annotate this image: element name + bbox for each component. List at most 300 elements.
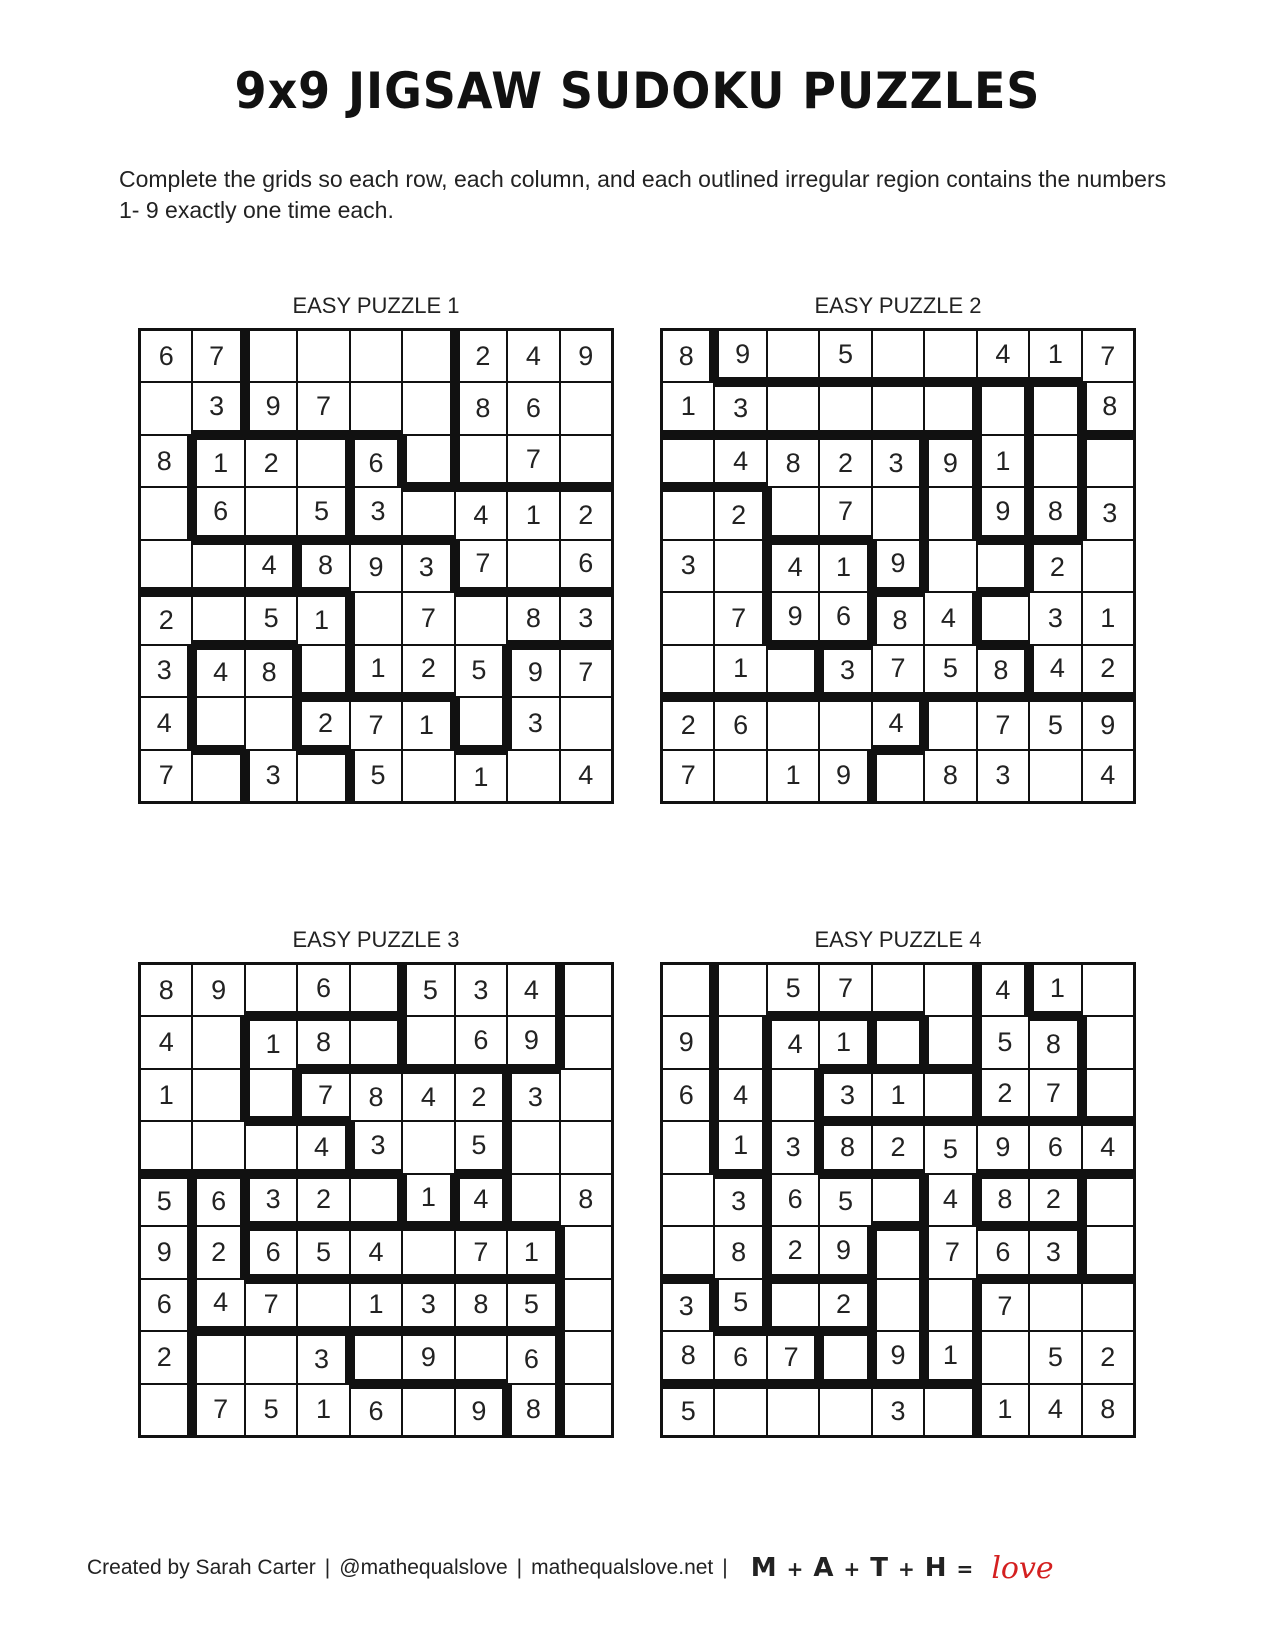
sudoku-cell: 7 [977,697,1029,749]
sudoku-cell[interactable] [350,1016,402,1068]
sudoku-cell[interactable] [560,1121,612,1173]
sudoku-cell: 4 [192,645,244,697]
handle-text: @mathequalslove [339,1556,508,1579]
sudoku-cell: 6 [560,540,612,592]
sudoku-cell: 8 [1029,1016,1081,1068]
sudoku-cell[interactable] [350,330,402,382]
sudoku-cell: 5 [819,330,871,382]
sudoku-cell[interactable] [924,697,976,749]
page-title: 9x9 JIGSAW SUDOKU PUZZLES [234,62,1041,120]
sudoku-cell[interactable] [872,750,924,802]
sudoku-cell: 1 [977,435,1029,487]
sudoku-cell: 8 [767,435,819,487]
sudoku-cell[interactable] [767,382,819,434]
sudoku-cell[interactable] [872,330,924,382]
sudoku-cell: 5 [297,487,349,539]
sudoku-cell: 3 [819,645,871,697]
sudoku-cell: 3 [662,1279,714,1331]
sudoku-cell[interactable] [1029,382,1081,434]
sudoku-cell[interactable] [245,487,297,539]
sudoku-cell[interactable] [245,697,297,749]
sudoku-cell[interactable] [140,382,192,434]
sudoku-cell: 8 [1082,1384,1134,1436]
sudoku-cell[interactable] [1082,1174,1134,1226]
sudoku-cell: 7 [767,1331,819,1383]
sudoku-cell: 7 [297,382,349,434]
sudoku-cell: 9 [767,592,819,644]
sudoku-cell[interactable] [507,1121,559,1173]
sudoku-cell: 2 [1029,540,1081,592]
sudoku-cell: 9 [872,1331,924,1383]
sudoku-cell[interactable] [872,382,924,434]
instructions-text: Complete the grids so each row, each column, and each outlined irregular region contains the numbers 1- 9 exactly one time each. [119,166,1167,223]
sudoku-cell: 7 [662,750,714,802]
sudoku-cell: 8 [140,964,192,1016]
sudoku-cell[interactable] [714,750,766,802]
sudoku-cell[interactable] [662,1174,714,1226]
sudoku-cell[interactable] [245,1331,297,1383]
sudoku-cell: 7 [455,540,507,592]
sudoku-cell: 1 [819,1016,871,1068]
credit-text: Created by Sarah Carter [87,1556,316,1579]
sudoku-cell: 7 [1029,1069,1081,1121]
sudoku-cell: 3 [872,1384,924,1436]
sudoku-cell: 7 [560,645,612,697]
sudoku-cell[interactable] [662,592,714,644]
sudoku-cell: 4 [1082,1121,1134,1173]
sudoku-cell: 4 [924,1174,976,1226]
sudoku-cell: 5 [455,1121,507,1173]
sudoku-cell[interactable] [402,330,454,382]
sudoku-cell: 9 [350,540,402,592]
sudoku-cell: 7 [192,330,244,382]
sudoku-cell: 9 [714,330,766,382]
sudoku-cell[interactable] [924,487,976,539]
sudoku-cell: 9 [872,540,924,592]
puzzle-label: EASY PUZZLE 4 [814,927,982,952]
separator: | [516,1556,523,1579]
sudoku-cell: 2 [297,1174,349,1226]
sudoku-cell[interactable] [767,330,819,382]
sudoku-cell: 1 [977,1384,1029,1436]
sudoku-cell: 3 [140,645,192,697]
sudoku-grid [660,962,1136,1438]
puzzle-label: EASY PUZZLE 2 [814,293,982,318]
sudoku-cell[interactable] [714,540,766,592]
sudoku-cell[interactable] [1082,1226,1134,1278]
sudoku-cell: 1 [402,697,454,749]
separator: | [722,1556,728,1579]
sudoku-cell: 3 [560,592,612,644]
sudoku-cell: 5 [297,1226,349,1278]
sudoku-cell: 6 [819,592,871,644]
sudoku-cell: 9 [819,750,871,802]
sudoku-cell: 4 [977,964,1029,1016]
sudoku-cell: 4 [767,1016,819,1068]
sudoku-cell: 8 [507,1384,559,1436]
sudoku-cell: 5 [662,1384,714,1436]
sudoku-cell: 4 [714,435,766,487]
sudoku-cell: 3 [714,1174,766,1226]
sudoku-cell[interactable] [350,592,402,644]
sudoku-cell[interactable] [662,964,714,1016]
sudoku-cell: 1 [662,382,714,434]
sudoku-cell[interactable] [350,382,402,434]
sudoku-cell[interactable] [192,1331,244,1383]
sudoku-cell[interactable] [192,1069,244,1121]
sudoku-cell: 8 [662,330,714,382]
sudoku-cell: 1 [245,1016,297,1068]
sudoku-cell: 8 [455,1279,507,1331]
sudoku-cell[interactable] [767,487,819,539]
sudoku-cell[interactable] [767,697,819,749]
sudoku-cell: 7 [507,435,559,487]
sudoku-cell: 3 [1082,487,1134,539]
sudoku-cell[interactable] [924,540,976,592]
sudoku-cell: 6 [507,1331,559,1383]
sudoku-cell[interactable] [977,592,1029,644]
sudoku-cell: 3 [192,382,244,434]
sudoku-cell[interactable] [402,1384,454,1436]
sudoku-cell[interactable] [924,1016,976,1068]
site-link[interactable]: mathequalslove.net [531,1556,714,1579]
sudoku-cell: 6 [192,487,244,539]
sudoku-cell: 8 [245,645,297,697]
sudoku-cell[interactable] [1082,964,1134,1016]
sudoku-cell: 3 [297,1331,349,1383]
sudoku-cell: 3 [1029,1226,1081,1278]
sudoku-cell: 3 [662,540,714,592]
sudoku-cell: 5 [977,1016,1029,1068]
sudoku-cell[interactable] [662,1121,714,1173]
sudoku-cell: 6 [1029,1121,1081,1173]
sudoku-cell: 4 [297,1121,349,1173]
sudoku-cell: 9 [819,1226,871,1278]
sudoku-cell: 1 [872,1069,924,1121]
sudoku-cell: 6 [245,1226,297,1278]
sudoku-cell: 6 [455,1016,507,1068]
sudoku-cell[interactable] [924,1384,976,1436]
sudoku-cell[interactable] [560,1331,612,1383]
footer [87,1548,1054,1588]
sudoku-cell[interactable] [872,487,924,539]
sudoku-cell: 8 [560,1174,612,1226]
sudoku-cell: 7 [924,1226,976,1278]
sudoku-cell: 6 [350,435,402,487]
sudoku-cell[interactable] [924,964,976,1016]
sudoku-cell: 7 [455,1226,507,1278]
sudoku-cell: 4 [192,1279,244,1331]
sudoku-cell[interactable] [297,645,349,697]
sudoku-cell[interactable] [662,645,714,697]
sudoku-cell: 7 [402,592,454,644]
sudoku-cell[interactable] [507,1174,559,1226]
sudoku-cell: 4 [507,964,559,1016]
sudoku-cell[interactable] [560,697,612,749]
sudoku-cell[interactable] [1029,750,1081,802]
sudoku-cell[interactable] [819,1384,871,1436]
sudoku-cell[interactable] [507,750,559,802]
sudoku-cell[interactable] [192,697,244,749]
sudoku-cell: 4 [140,1016,192,1068]
sudoku-cell[interactable] [560,964,612,1016]
sudoku-cell[interactable] [192,1016,244,1068]
sudoku-cell[interactable] [872,964,924,1016]
sudoku-cell[interactable] [560,1016,612,1068]
sudoku-cell[interactable] [297,330,349,382]
sudoku-cell: 9 [402,1331,454,1383]
sudoku-cell[interactable] [560,382,612,434]
sudoku-cell: 8 [350,1069,402,1121]
sudoku-cell[interactable] [402,487,454,539]
sudoku-cell: 7 [140,750,192,802]
sudoku-cell[interactable] [924,1069,976,1121]
sudoku-cell[interactable] [507,540,559,592]
sudoku-cell: 6 [507,382,559,434]
sudoku-cell[interactable] [192,540,244,592]
sudoku-cell: 5 [1029,697,1081,749]
sudoku-cell: 8 [140,435,192,487]
sudoku-cell[interactable] [662,435,714,487]
sudoku-cell: 8 [1029,487,1081,539]
sudoku-cell: 4 [507,330,559,382]
sudoku-cell: 4 [350,1226,402,1278]
sudoku-cell[interactable] [662,487,714,539]
sudoku-cell[interactable] [872,1279,924,1331]
sudoku-cell: 3 [977,750,1029,802]
sudoku-cell: 4 [455,487,507,539]
sudoku-cell: 1 [819,540,871,592]
sudoku-cell[interactable] [872,1174,924,1226]
sudoku-cell: 4 [560,750,612,802]
sudoku-cell: 8 [297,1016,349,1068]
sudoku-cell: 2 [819,1279,871,1331]
sudoku-cell[interactable] [297,435,349,487]
sudoku-cell[interactable] [819,382,871,434]
sudoku-cell: 1 [402,1174,454,1226]
sudoku-cell[interactable] [767,1279,819,1331]
sudoku-cell: 2 [662,697,714,749]
sudoku-cell: 4 [1029,1384,1081,1436]
sudoku-cell[interactable] [192,750,244,802]
sudoku-cell[interactable] [924,330,976,382]
sudoku-cell[interactable] [1082,435,1134,487]
sudoku-cell[interactable] [560,1279,612,1331]
sudoku-cell: 5 [507,1279,559,1331]
sudoku-cell: 6 [297,964,349,1016]
sudoku-cell[interactable] [767,1069,819,1121]
sudoku-cell[interactable] [977,540,1029,592]
sudoku-cell: 9 [977,1121,1029,1173]
sudoku-cell: 7 [819,487,871,539]
sudoku-cell[interactable] [819,1331,871,1383]
sudoku-cell[interactable] [297,750,349,802]
sudoku-cell: 3 [714,382,766,434]
sudoku-cell: 3 [872,435,924,487]
sudoku-cell: 5 [402,964,454,1016]
sudoku-cell: 4 [140,697,192,749]
sudoku-cell: 2 [455,330,507,382]
sudoku-cell: 1 [140,1069,192,1121]
sudoku-cell: 5 [767,964,819,1016]
sudoku-cell: 6 [192,1174,244,1226]
sudoku-cell: 1 [714,1121,766,1173]
sudoku-cell[interactable] [767,645,819,697]
sudoku-cell[interactable] [767,1384,819,1436]
sudoku-cell[interactable] [1082,1069,1134,1121]
sudoku-cell: 4 [872,697,924,749]
sudoku-cell: 9 [192,964,244,1016]
sudoku-cell[interactable] [192,592,244,644]
sudoku-cell: 8 [455,382,507,434]
brand-logo: M + A + T + H = [750,1553,976,1583]
sudoku-cell: 8 [977,645,1029,697]
sudoku-cell: 6 [350,1384,402,1436]
sudoku-cell: 7 [819,964,871,1016]
sudoku-cell: 4 [924,592,976,644]
sudoku-cell[interactable] [1082,1016,1134,1068]
sudoku-cell[interactable] [455,1331,507,1383]
sudoku-cell[interactable] [455,592,507,644]
sudoku-cell: 5 [455,645,507,697]
sudoku-cell[interactable] [977,1331,1029,1383]
sudoku-cell[interactable] [402,1226,454,1278]
sudoku-cell: 7 [350,697,402,749]
sudoku-cell[interactable] [245,964,297,1016]
sudoku-cell[interactable] [297,1279,349,1331]
sudoku-cell: 2 [297,697,349,749]
sudoku-cell[interactable] [714,1384,766,1436]
sudoku-cell: 3 [350,487,402,539]
sudoku-cell: 6 [140,330,192,382]
sudoku-cell: 1 [350,645,402,697]
sudoku-cell: 9 [924,435,976,487]
sudoku-cell: 6 [714,1331,766,1383]
sudoku-cell: 3 [402,1279,454,1331]
sudoku-cell: 2 [1029,1174,1081,1226]
sudoku-cell: 8 [297,540,349,592]
sudoku-cell[interactable] [140,1384,192,1436]
sudoku-cell[interactable] [402,1121,454,1173]
sudoku-cell: 2 [1082,645,1134,697]
sudoku-cell[interactable] [140,1121,192,1173]
sudoku-cell[interactable] [140,487,192,539]
sudoku-cell: 5 [245,592,297,644]
sudoku-cell: 2 [872,1121,924,1173]
sudoku-cell[interactable] [560,1226,612,1278]
sudoku-cell: 2 [819,435,871,487]
sudoku-cell[interactable] [924,382,976,434]
puzzle-3 [138,926,614,1438]
sudoku-cell[interactable] [977,382,1029,434]
sudoku-cell: 7 [1082,330,1134,382]
sudoku-cell[interactable] [245,1121,297,1173]
sudoku-cell[interactable] [245,1069,297,1121]
sudoku-cell: 2 [140,1331,192,1383]
sudoku-cell: 4 [977,330,1029,382]
sudoku-cell[interactable] [872,1016,924,1068]
sudoku-cell: 3 [767,1121,819,1173]
sudoku-cell: 5 [245,1384,297,1436]
sudoku-cell[interactable] [1082,540,1134,592]
sudoku-cell: 9 [507,645,559,697]
sudoku-cell: 5 [924,1121,976,1173]
sudoku-cell: 1 [924,1331,976,1383]
sudoku-cell: 7 [297,1069,349,1121]
sudoku-cell: 1 [507,487,559,539]
sudoku-cell: 7 [714,592,766,644]
sudoku-cell[interactable] [1029,1279,1081,1331]
sudoku-cell: 3 [507,697,559,749]
sudoku-cell[interactable] [924,1279,976,1331]
sudoku-cell: 4 [1082,750,1134,802]
sudoku-cell[interactable] [455,697,507,749]
sudoku-cell: 7 [245,1279,297,1331]
sudoku-cell: 4 [767,540,819,592]
sudoku-cell: 1 [297,1384,349,1436]
sudoku-cell[interactable] [140,540,192,592]
sudoku-cell: 3 [245,1174,297,1226]
sudoku-cell[interactable] [192,1121,244,1173]
sudoku-cell: 4 [714,1069,766,1121]
sudoku-cell: 6 [767,1174,819,1226]
sudoku-cell[interactable] [350,1174,402,1226]
sudoku-cell: 3 [455,964,507,1016]
sudoku-cell[interactable] [402,382,454,434]
sudoku-cell: 1 [350,1279,402,1331]
sudoku-cell: 2 [560,487,612,539]
sudoku-cell: 3 [1029,592,1081,644]
sudoku-cell: 6 [977,1226,1029,1278]
sudoku-cell: 2 [192,1226,244,1278]
sudoku-cell: 1 [507,1226,559,1278]
sudoku-cell: 2 [767,1226,819,1278]
sudoku-cell: 4 [245,540,297,592]
sudoku-cell[interactable] [455,435,507,487]
sudoku-cell: 2 [140,592,192,644]
sudoku-cell[interactable] [872,1226,924,1278]
sudoku-cell: 6 [662,1069,714,1121]
sudoku-cell: 8 [507,592,559,644]
sudoku-cell[interactable] [1029,435,1081,487]
sudoku-cell[interactable] [714,964,766,1016]
sudoku-cell[interactable] [714,1016,766,1068]
sudoku-cell[interactable] [350,1331,402,1383]
sudoku-cell[interactable] [402,1016,454,1068]
sudoku-cell: 4 [455,1174,507,1226]
sudoku-cell[interactable] [1082,1279,1134,1331]
sudoku-cell[interactable] [662,1226,714,1278]
sudoku-cell[interactable] [402,750,454,802]
sudoku-cell: 4 [1029,645,1081,697]
sudoku-cell[interactable] [560,1069,612,1121]
sudoku-cell[interactable] [560,435,612,487]
sudoku-cell: 9 [140,1226,192,1278]
sudoku-cell[interactable] [350,964,402,1016]
sudoku-cell: 5 [350,750,402,802]
sudoku-cell[interactable] [560,1384,612,1436]
sudoku-grid [138,962,614,1438]
sudoku-cell: 5 [1029,1331,1081,1383]
sudoku-cell[interactable] [819,697,871,749]
sudoku-cell: 5 [140,1174,192,1226]
sudoku-cell: 8 [924,750,976,802]
sudoku-cell: 3 [507,1069,559,1121]
sudoku-cell[interactable] [245,330,297,382]
sudoku-cell[interactable] [402,435,454,487]
sudoku-cell: 7 [192,1384,244,1436]
sudoku-cell: 1 [1029,964,1081,1016]
